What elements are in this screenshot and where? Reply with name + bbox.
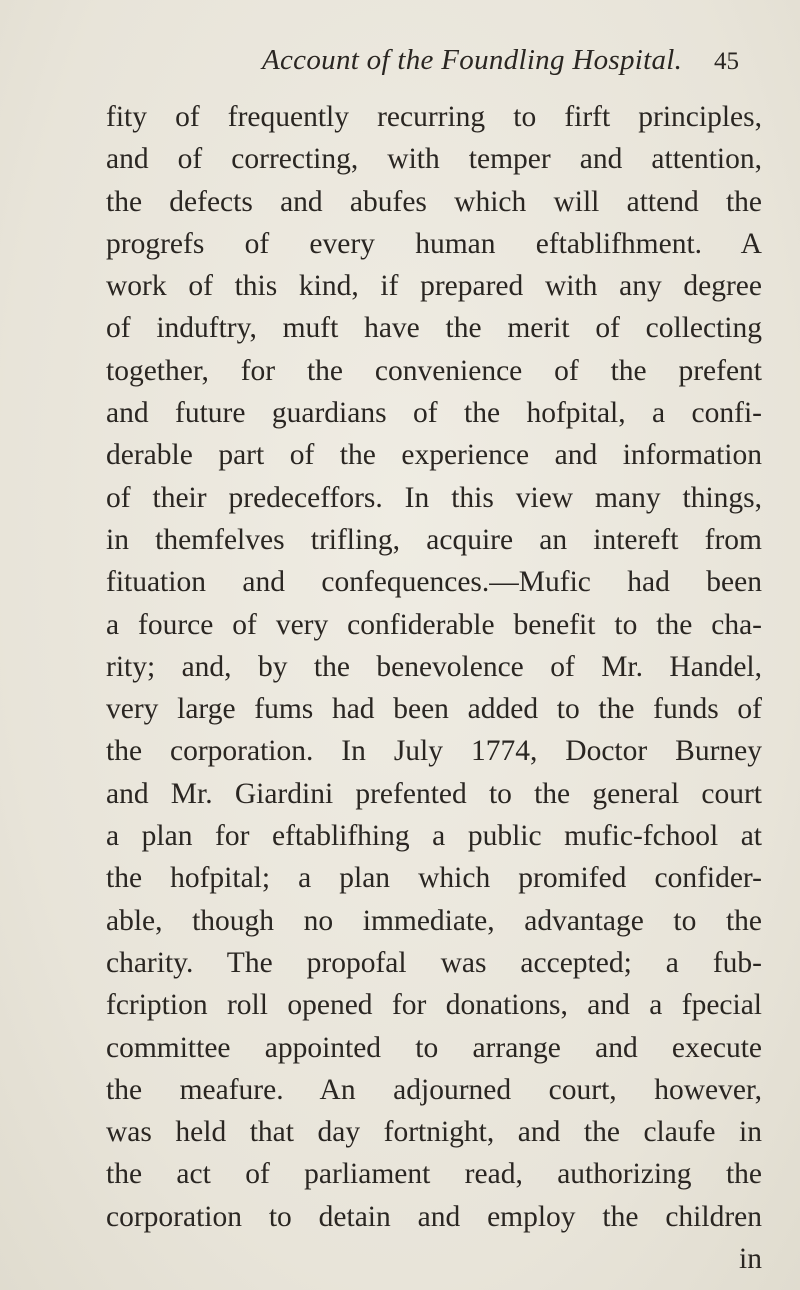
text-line: the hofpital; a plan which promifed confider-: [106, 862, 762, 895]
body-text: [106, 96, 762, 1280]
text-line: together, for the convenience of the prefent: [106, 354, 762, 387]
text-line: was held that day fortnight, and the claufe in: [106, 1116, 762, 1149]
text-line: very large fums had been added to the funds of: [106, 693, 762, 726]
text-line: the meafure. An adjourned court, however,: [106, 1073, 762, 1106]
page-number: 45: [714, 48, 739, 75]
text-line: fity of frequently recurring to firft principles,: [106, 101, 762, 133]
text-line: the defects and abufes which will attend the: [106, 185, 762, 218]
text-line: committee appointed to arrange and execute: [106, 1031, 762, 1064]
text-line: rity; and, by the benevolence of Mr. Handel,: [106, 650, 762, 683]
text-line: in themfelves trifling, acquire an intereft from: [106, 523, 762, 556]
text-line: and Mr. Giardini prefented to the general court: [106, 777, 762, 810]
text-line: derable part of the experience and information: [106, 439, 762, 472]
text-line: fituation and confequences.—Mufic had been: [106, 566, 762, 599]
text-line: the corporation. In July 1774, Doctor Burney: [106, 735, 762, 768]
running-title: Account of the Foundling Hospital.: [262, 44, 683, 76]
text-line: a plan for eftablifhing a public mufic-fchool at: [106, 820, 762, 853]
text-line: of induftry, muft have the merit of collecting: [106, 312, 762, 345]
text-line: the act of parliament read, authorizing the: [106, 1158, 762, 1191]
text-line: fcription roll opened for donations, and a fpecial: [106, 989, 762, 1022]
text-line: corporation to detain and employ the children: [106, 1200, 762, 1233]
text-line: work of this kind, if prepared with any degree: [106, 270, 762, 303]
catchword: in: [739, 1243, 762, 1276]
text-line: charity. The propofal was accepted; a fub-: [106, 946, 762, 979]
text-line: a fource of very confiderable benefit to the cha-: [106, 608, 762, 641]
running-head: [0, 44, 800, 84]
text-line: progrefs of every human eftablifhment. A: [106, 227, 762, 260]
text-line: and of correcting, with temper and attention,: [106, 143, 762, 176]
text-line: and future guardians of the hofpital, a confi-: [106, 397, 762, 430]
text-line: able, though no immediate, advantage to the: [106, 904, 762, 937]
text-line: of their predeceffors. In this view many things,: [106, 481, 762, 514]
